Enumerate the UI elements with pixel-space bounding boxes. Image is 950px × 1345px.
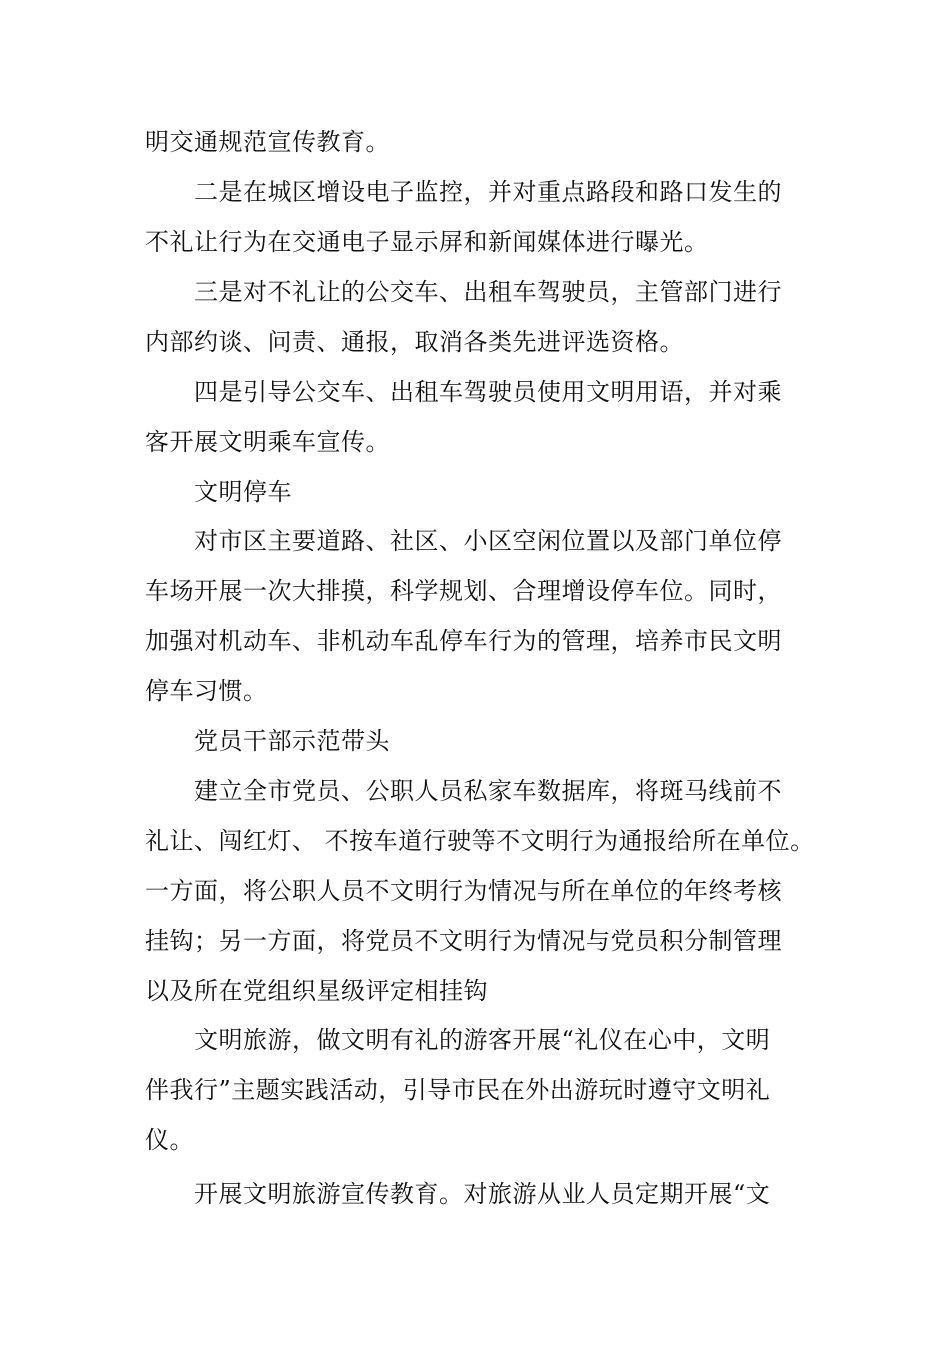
text-line: 客开展文明乘车宣传。 [145,428,390,456]
text-line: 挂钩；另一方面，将党员不文明行为情况与党员积分制管理 [145,927,782,955]
text-line: 礼让、闯红灯、 不按车道行驶等不文明行为通报给所在单位。 [145,827,815,855]
text-line: 以及所在党组织星级评定相挂钩 [145,977,488,1005]
text-line: 三是对不礼让的公交车、出租车驾驶员，主管部门进行 [194,278,782,306]
text-line: 不礼让行为在交通电子显示屏和新闻媒体进行曝光。 [145,228,709,256]
text-line: 开展文明旅游宣传教育。对旅游从业人员定期开展“文 [194,1180,771,1208]
text-line: 内部约谈、问责、通报，取消各类先进评选资格。 [145,328,684,356]
text-line: 车场开展一次大排摸，科学规划、合理增设停车位。同时， [145,577,782,605]
text-line: 加强对机动车、非机动车乱停车行为的管理，培养市民文明 [145,627,782,655]
text-line: 文明旅游，做文明有礼的游客开展“礼仪在心中，文明 [194,1026,771,1054]
text-line: 仪。 [145,1126,194,1154]
text-line: 一方面，将公职人员不文明行为情况与所在单位的年终考核 [145,877,782,905]
text-line: 建立全市党员、公职人员私家车数据库，将斑马线前不 [194,777,782,805]
text-line: 二是在城区增设电子监控，并对重点路段和路口发生的 [194,178,782,206]
text-line: 停车习惯。 [145,677,268,705]
text-line: 对市区主要道路、社区、小区空闲位置以及部门单位停 [194,527,782,555]
text-line: 四是引导公交车、出租车驾驶员使用文明用语，并对乘 [194,378,782,406]
text-line: 伴我行”主题实践活动，引导市民在外出游玩时遵守文明礼 [145,1076,771,1104]
text-line: 明交通规范宣传教育。 [145,128,390,156]
section-heading: 文明停车 [194,478,292,506]
section-heading: 党员干部示范带头 [194,727,390,755]
